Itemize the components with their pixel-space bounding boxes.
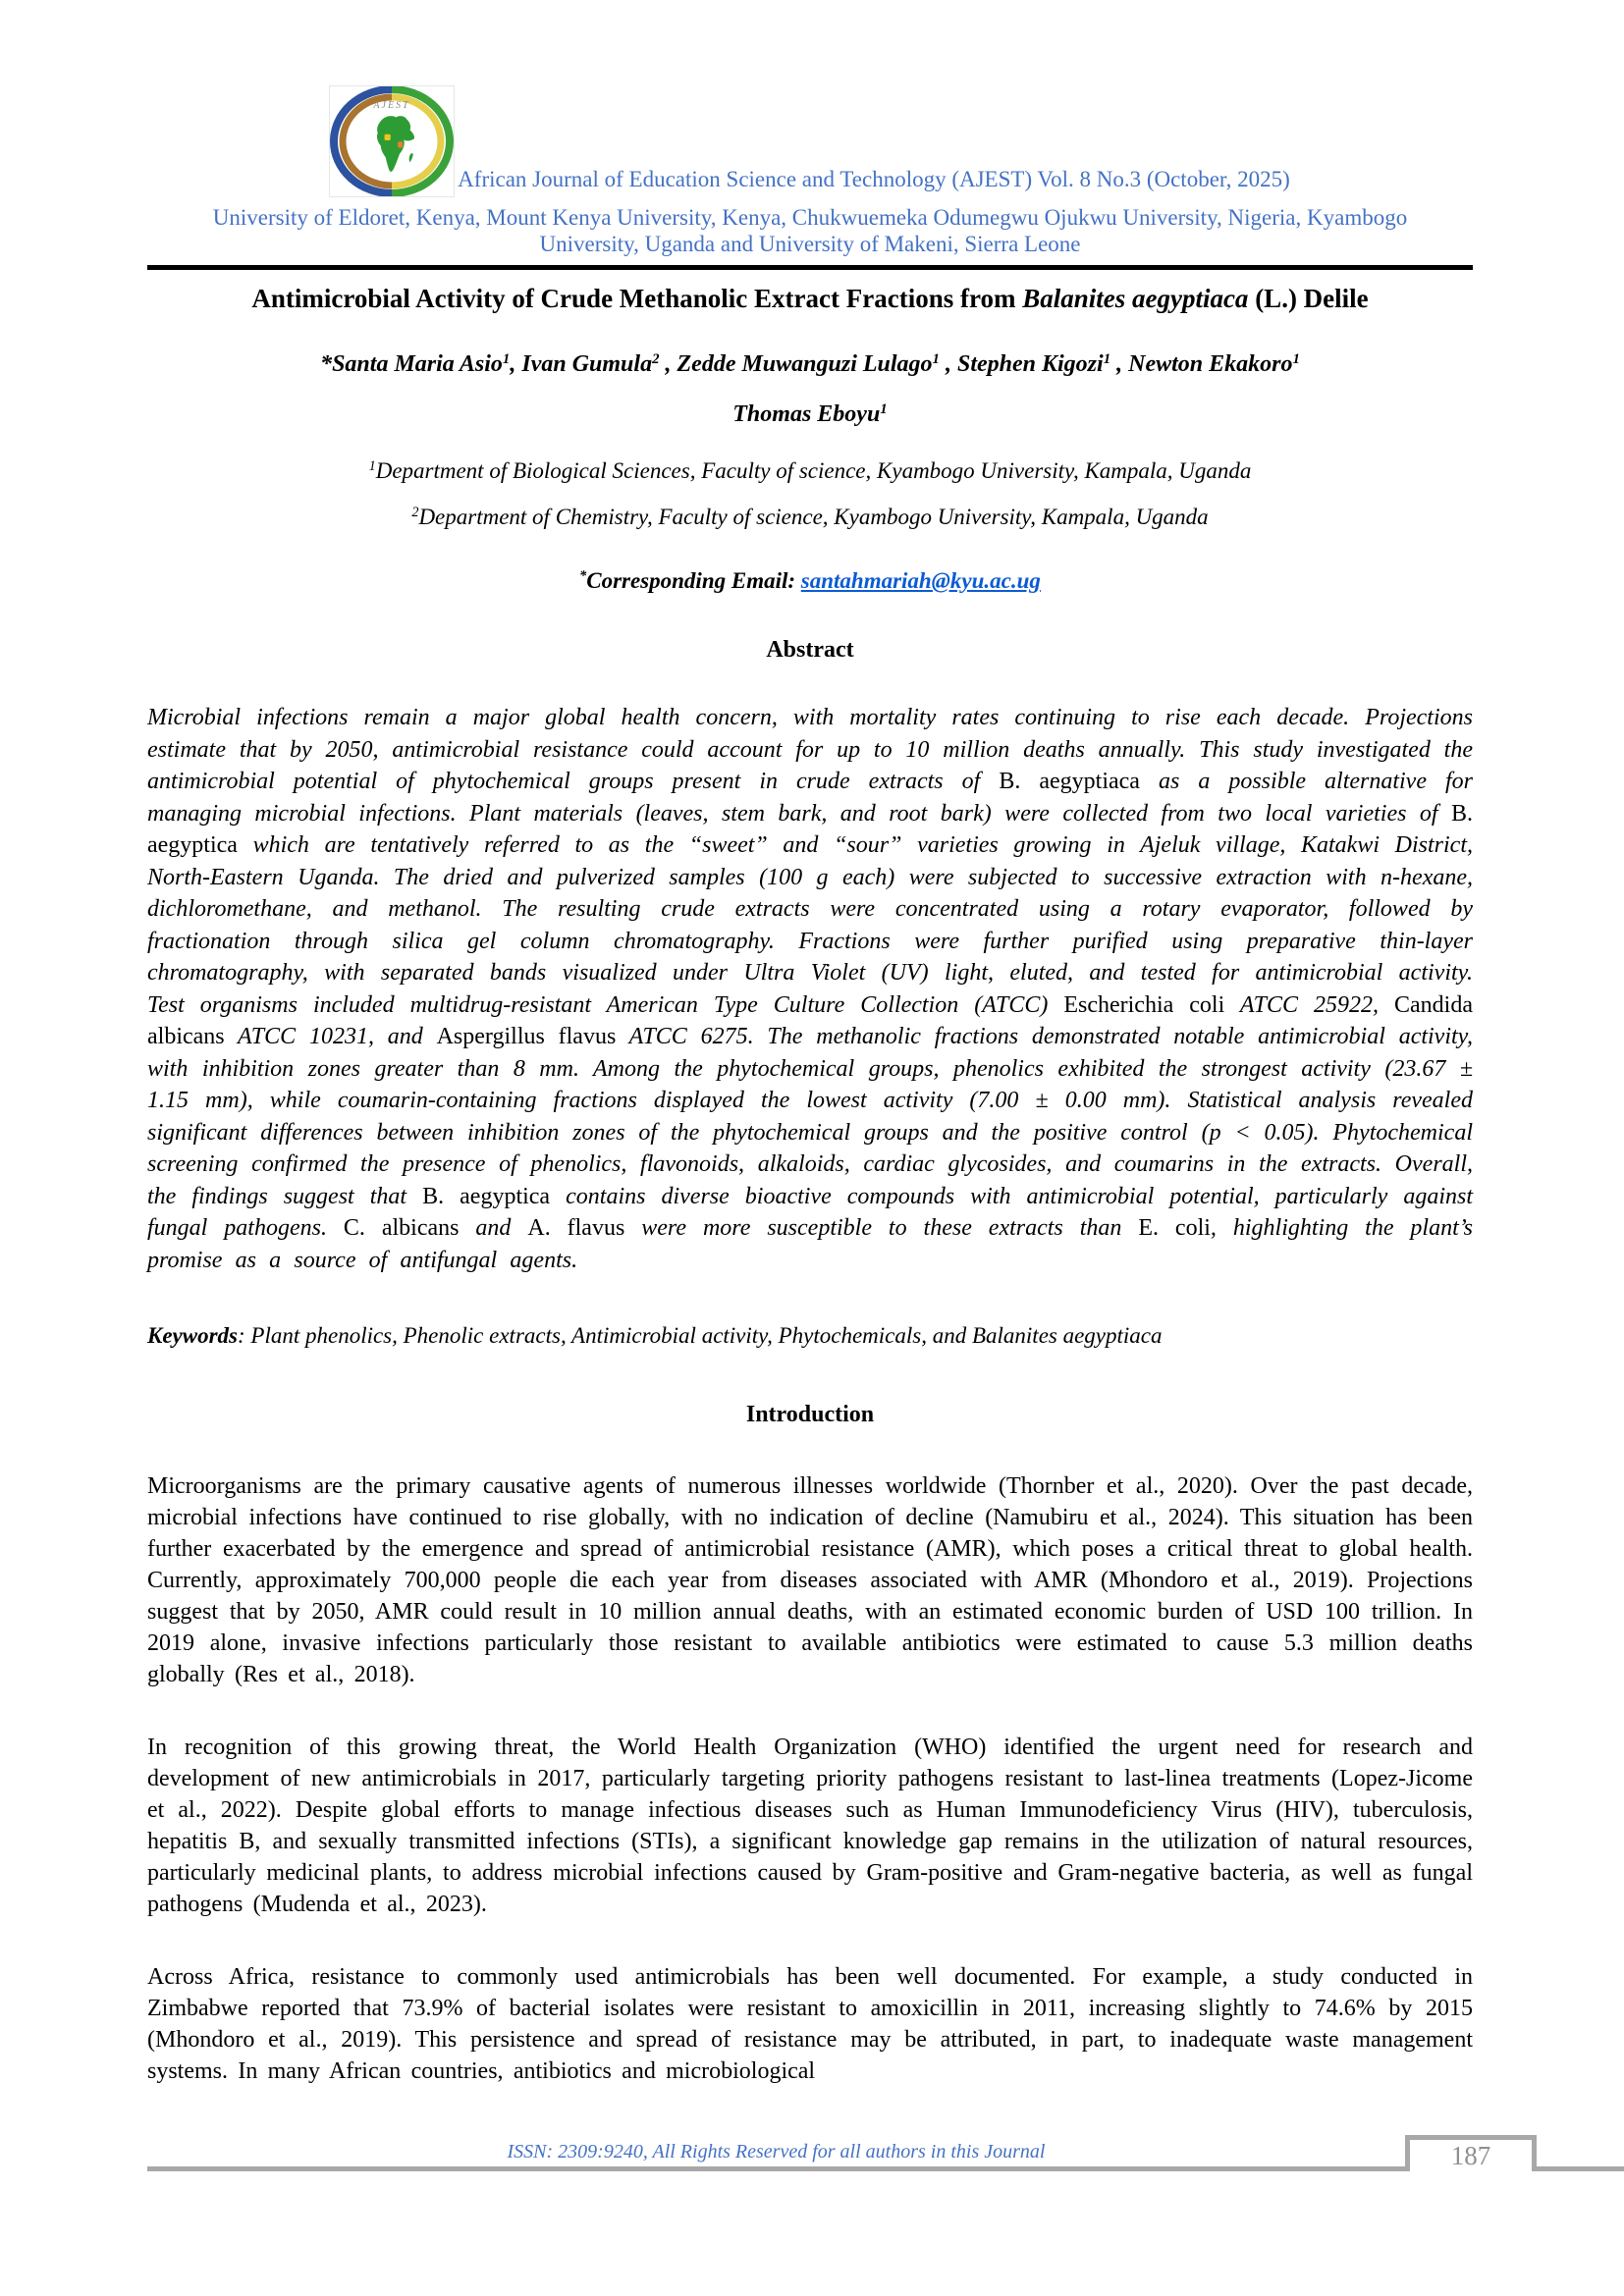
page-number: 187 [1450,2140,1491,2170]
authors-line-1: *Santa Maria Asio$^1$, Ivan Gumula$^2$ , Zedde Muwanguzi Lulago$^1$ , Stephen Kigozi$^1$ , Newton Ekakoro$^1$ [320,351,1300,378]
header-top-row [147,86,1473,196]
footer-issn-text: ISSN: 2309:9240, All Rights Reserved for all authors in this Journal [507,2141,1046,2163]
abstract-text: Microbial infections remain a major global health concern, with mortality rates continuing to rise each decade. Projections estimate that by 2050, antimicrobial resistance could account for up to 10 million deaths annually. This study investigated the antimicrobial potential of phytochemical groups present in crude extracts of B. aegyptiaca as a possible alternative for managing microbial infections. Plant materials (leaves, stem bark, and root bark) were collected from two local varieties of B. aegyptica which are tentatively referred to as the “sweet” and “sour” varieties growing in Ajeluk village, Katakwi District, North-Eastern Uganda. The dried and pulverized samples (100 g each) were subjected to successive extraction with n-hexane, dichloromethane, and methanol. The resulting crude extracts were concentrated using a rotary evaporator, followed by fractionation through silica gel column chromatography. Fractions were further purified using preparative thin-layer chromatography, with separated bands visualized under Ultra Violet (UV) light, eluted, and tested for antimicrobial activity. Test organisms included multidrug-resistant American Type Culture Collection (ATCC) Escherichia coli ATCC 25922, Candida albicans ATCC 10231, and Aspergillus flavus ATCC 6275. The methanolic fractions demonstrated notable antimicrobial activity, with inhibition zones greater than 8 mm. Among the phytochemical groups, phenolics exhibited the strongest activity (23.67 ± 1.15 mm), while coumarin-containing fractions displayed the lowest activity (7.00 ± 0.00 mm). Statistical analysis revealed significant differences between inhibition zones of the phytochemical groups and the positive control (p < 0.05). Phytochemical screening confirmed the presence of phenolics, flavonoids, alkaloids, cardiac glycosides, and coumarins in the extracts. Overall, the findings suggest that B. aegyptica contains diverse bioactive compounds with antimicrobial potential, particularly against fungal pathogens. C. albicans and A. flavus were more susceptible to these extracts than E. coli, highlighting the plant’s promise as a source of antifungal agents. [147,705,1474,1273]
africa-map-icon [330,86,454,196]
affiliation-2: $^2$Department of Chemistry, Faculty of science, Kyambogo University, Kampala, Uganda [411,505,1209,529]
email-link[interactable]: santahmariah@kyu.ac.ug [800,568,1041,593]
footer-rule-left [147,2166,1405,2171]
consortium-line-2: University, Uganda and University of Makeni, Sierra Leone [539,232,1081,256]
journal-header [147,86,1473,270]
svg-text:AJEST: AJEST [373,100,410,111]
corresponding-label: *Corresponding Email: [579,568,801,593]
footer-rule-right [1537,2166,1624,2171]
header-divider [147,265,1473,270]
introduction-heading: Introduction [745,1402,875,1427]
abstract-heading: Abstract [766,637,854,663]
corresponding-email-line [147,568,1473,594]
authors-line-2: Thomas Eboyu$^1$ [732,401,888,428]
paper-title: Antimicrobial Activity of Crude Methanolic Extract Fractions from Balanites aegyptiaca (L.) Delile [251,284,1369,313]
intro-paragraph-2: In recognition of this growing threat, the World Health Organization (WHO) identified the urgent need for research and development of new antimicrobials in 2017, particularly targeting priority pathogens resistant to last-linea treatments (Lopez-Jicome et al., 2022). Despite global efforts to manage infectious diseases such as Human Immunodeficiency Virus (HIV), tuberculosis, hepatitis B, and sexually transmitted infections (STIs), a significant knowledge gap remains in the utilization of natural resources, particularly medicinal plants, to address microbial infections caused by Gram-positive and Gram-negative bacteria, as well as fungal pathogens (Mudenda et al., 2023). [147,1735,1473,1917]
intro-paragraph-3: Across Africa, resistance to commonly used antimicrobials has been well documented. For example, a study conducted in Zimbabwe reported that 73.9% of bacterial isolates were resistant to amoxicillin in 2011, increasing slightly to 74.6% by 2015 (Mhondoro et al., 2019). This persistence and spread of resistance may be attributed, in part, to inadequate waste management systems. In many African countries, antibiotics and microbiological [147,1964,1473,2084]
consortium-line-1: University of Eldoret, Kenya, Mount Kenya University, Kenya, Chukwuemeka Odumegwu Ojukwu University, Nigeria, Kyambogo [212,205,1408,230]
journal-title-line: African Journal of Education Science and Technology (AJEST) Vol. 8 No.3 (October, 2025) [458,167,1290,191]
affiliation-1: $^1$Department of Biological Sciences, Faculty of science, Kyambogo University, Kampala, Uganda [368,458,1252,484]
intro-paragraph-1: Microorganisms are the primary causative agents of numerous illnesses worldwide (Thornber et al., 2020). Over the past decade, microbial infections have continued to rise globally, with no indication of decline (Namubiru et al., 2024). This situation has been further exacerbated by the emergence and spread of antimicrobial resistance (AMR), which poses a critical threat to global health. Currently, approximately 700,000 people die each year from diseases associated with AMR (Mhondoro et al., 2019). Projections suggest that by 2050, AMR could result in 10 million annual deaths, with an estimated economic burden of USD 100 trillion. In 2019 alone, invasive infections particularly those resistant to available antibiotics were estimated to cause 5.3 million deaths globally (Res et al., 2018). [147,1473,1473,1687]
ajest-logo [330,86,454,196]
keywords-line: Keywords: Plant phenolics, Phenolic extracts, Antimicrobial activity, Phytochemicals, and Balanites aegyptiaca [147,1323,1163,1348]
page-number-box [1405,2135,1537,2171]
